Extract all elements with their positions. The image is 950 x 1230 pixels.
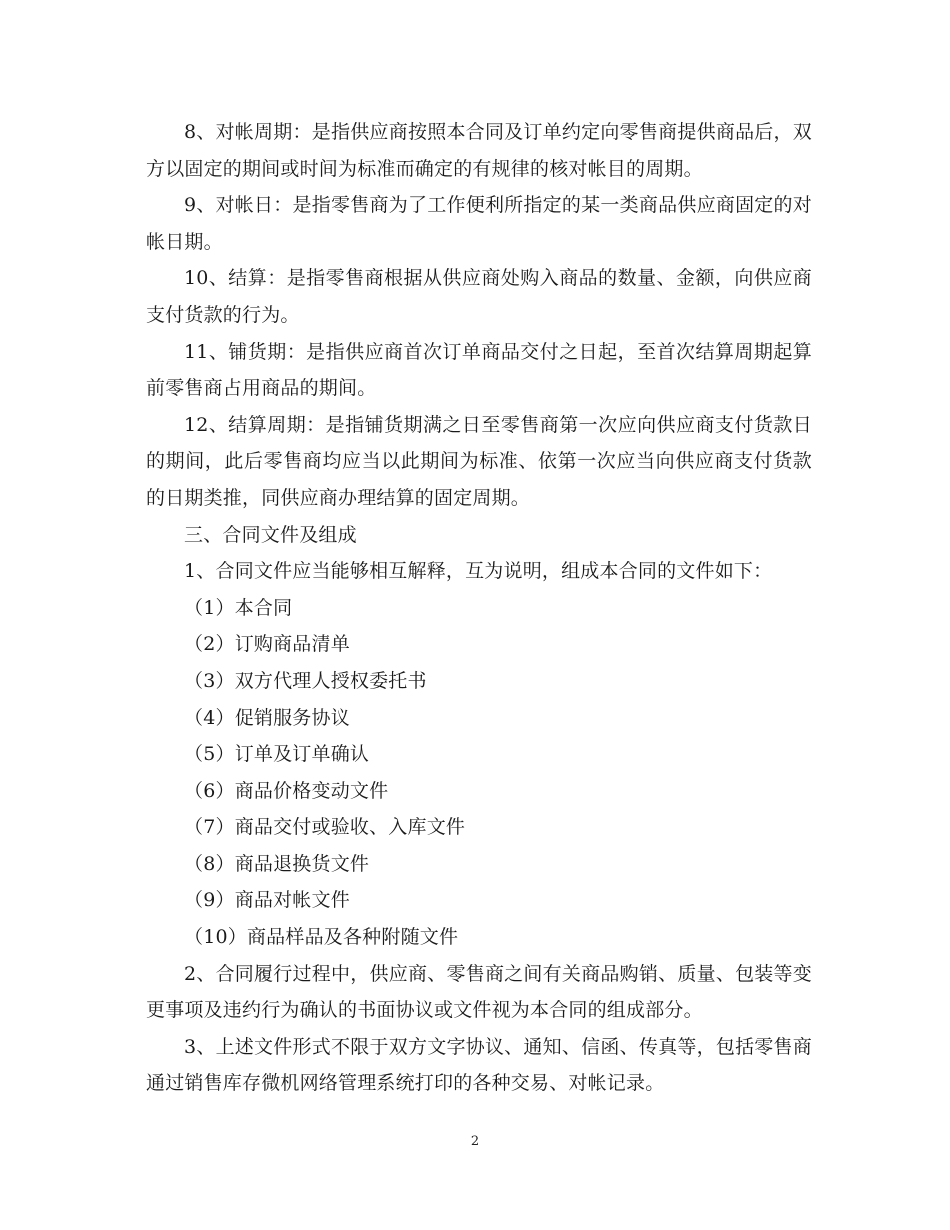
paragraph-item-8: 8、对帐周期：是指供应商按照本合同及订单约定向零售商提供商品后，双方以固定的期间或时间为标准而确定的有规律的核对帐目的周期。 [146,121,812,180]
list-item-doc-7: （7）商品交付或验收、入库文件 [184,816,466,839]
list-item-doc-1: （1）本合同 [184,596,293,619]
paragraph-item-9: 9、对帐日：是指零售商为了工作便利所指定的某一类商品供应商固定的对帐日期。 [146,194,812,253]
list-item-doc-3: （3）双方代理人授权委托书 [184,669,427,692]
paragraph-clause-3: 3、上述文件形式不限于双方文字协议、通知、信函、传真等，包括零售商通过销售库存微机网络管理系统打印的各种交易、对帐记录。 [146,1035,812,1095]
document-body [146,114,812,1102]
paragraph-item-12: 12、结算周期：是指铺货期满之日至零售商第一次应向供应商支付货款日的期间，此后零售商均应当以此期间为标准、依第一次应当向供应商支付货款的日期类推，同供应商办理结算的固定周期。 [146,413,812,509]
list-item-doc-9: （9）商品对帐文件 [184,889,350,912]
list-item-doc-8: （8）商品退换货文件 [184,852,370,875]
list-item-doc-4: （4）促销服务协议 [184,706,350,729]
page-number: 2 [470,1134,480,1149]
paragraph-item-10: 10、结算：是指零售商根据从供应商处购入商品的数量、金额，向供应商支付货款的行为。 [146,267,812,326]
list-item-doc-6: （6）商品价格变动文件 [184,779,389,802]
list-item-doc-2: （2）订购商品清单 [184,633,350,656]
paragraph-clause-1: 1、合同文件应当能够相互解释，互为说明，组成本合同的文件如下： [184,560,773,583]
list-item-doc-10: （10）商品样品及各种附随文件 [184,926,459,949]
paragraph-item-11: 11、铺货期：是指供应商首次订单商品交付之日起，至首次结算周期起算前零售商占用商品的期间。 [146,340,812,400]
list-item-doc-5: （5）订单及订单确认 [184,743,370,766]
section-heading-3: 三、合同文件及组成 [184,523,357,546]
paragraph-clause-2: 2、合同履行过程中，供应商、零售商之间有关商品购销、质量、包装等变更事项及违约行为确认的书面协议或文件视为本合同的组成部分。 [146,962,812,1022]
